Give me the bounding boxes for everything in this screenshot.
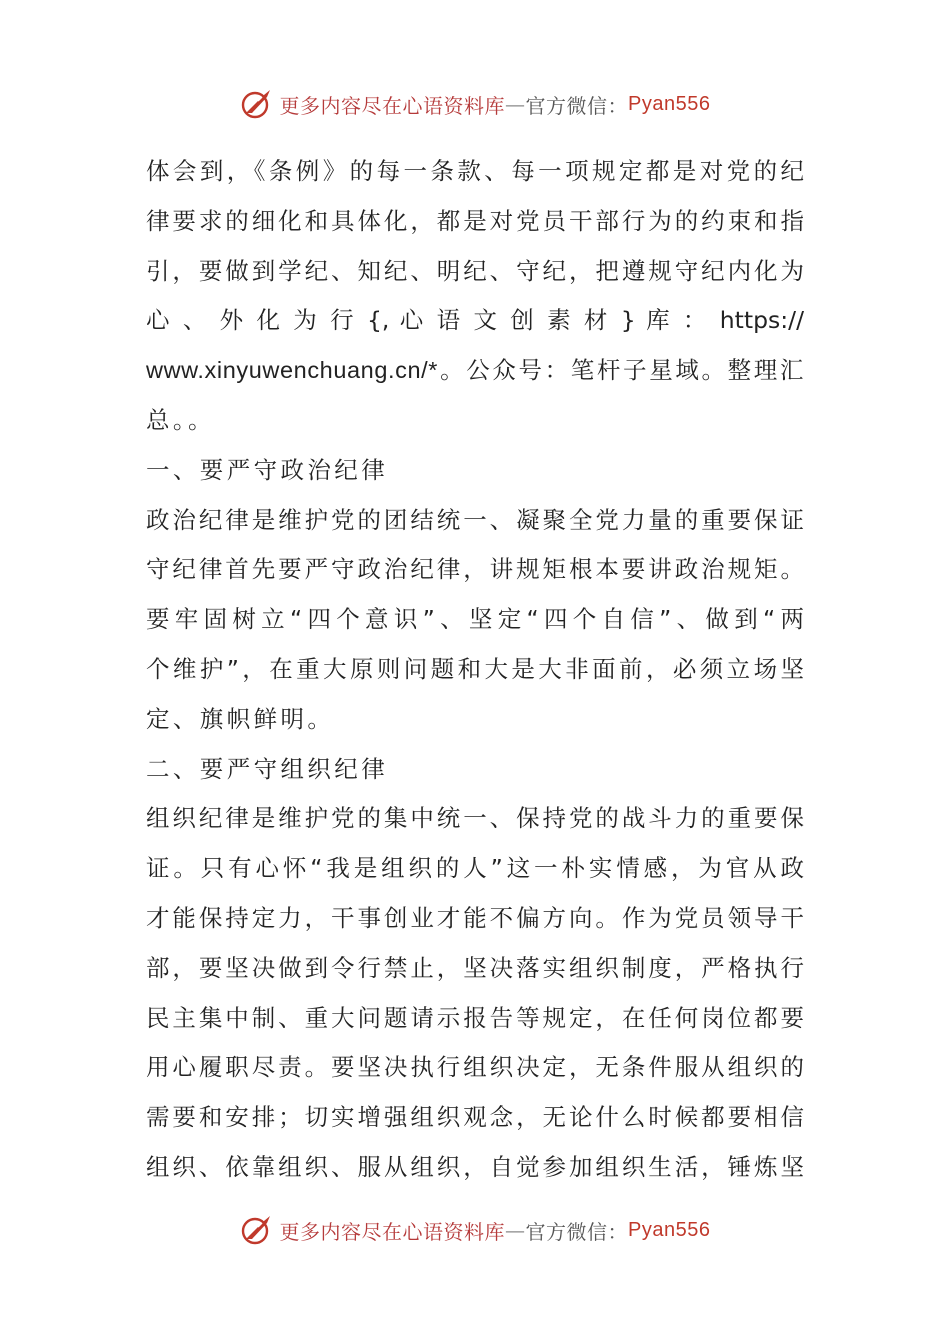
body-line-4: 心 、 外 化 为 行 {, 心 语 文 创 素 材 } 库 ： https:// [146, 306, 804, 335]
body-line-2: 律要求的细化和具体化，都是对党员干部行为的约束和指 [146, 206, 804, 235]
footer-label: 官方微信： [525, 1219, 629, 1244]
body-line-5: www.xinyuwenchuang.cn/*。公众号：笔杆子星域。整理汇 [146, 357, 804, 384]
header-wechat-id: Pyan556 [628, 92, 711, 115]
header-banner [0, 84, 950, 124]
footer-main-text: 更多内容尽在心语资料库 [279, 1219, 506, 1244]
header-main-text: 更多内容尽在心语资料库 [279, 93, 506, 118]
footer-dash: — [505, 1218, 526, 1242]
body-line-20: 需要和安排；切实增强组织观念，无论什么时候都要相信 [146, 1103, 804, 1132]
body-line-15: 证。只有心怀“我是组织的人”这一朴实情感，为官从政 [146, 854, 804, 883]
body-line-14: 组织纪律是维护党的集中统一、保持党的战斗力的重要保 [146, 804, 804, 833]
body-line-19: 用心履职尽责。要坚决执行组织决定，无条件服从组织的 [146, 1053, 804, 1082]
header-dash: — [505, 92, 526, 116]
quill-logo-icon [240, 1213, 274, 1247]
body-line-11: 个维护”，在重大原则问题和大是大非面前，必须立场坚 [146, 654, 804, 683]
section-heading-organizational: 二、要严守组织纪律 [146, 754, 389, 783]
body-line-16: 才能保持定力，干事创业才能不偏方向。作为党员领导干 [146, 903, 804, 932]
document-body [146, 147, 804, 1193]
footer-banner [0, 1210, 950, 1250]
section-heading-political: 一、要严守政治纪律 [146, 455, 389, 484]
body-line-6: 总。。 [146, 405, 215, 434]
body-line-1: 体会到，《条例》的每一条款、每一项规定都是对党的纪 [146, 157, 804, 185]
body-line-3: 引，要做到学纪、知纪、明纪、守纪，把遵规守纪内化为 [146, 256, 804, 285]
body-line-17: 部，要坚决做到令行禁止，坚决落实组织制度，严格执行 [146, 953, 804, 982]
header-label: 官方微信： [525, 93, 629, 118]
body-line-18: 民主集中制、重大问题请示报告等规定，在任何岗位都要 [146, 1003, 804, 1032]
body-line-12: 定、旗帜鲜明。 [146, 704, 335, 733]
body-line-10: 要牢固树立“四个意识”、坚定“四个自信”、做到“两 [146, 605, 804, 634]
body-line-21: 组织、依靠组织、服从组织，自觉参加组织生活，锤炼坚 [146, 1152, 804, 1181]
quill-logo-icon [240, 87, 274, 121]
footer-wechat-id: Pyan556 [628, 1218, 711, 1241]
body-line-9: 守纪律首先要严守政治纪律，讲规矩根本要讲政治规矩。 [146, 555, 804, 584]
body-line-8: 政治纪律是维护党的团结统一、凝聚全党力量的重要保证 [146, 505, 804, 534]
